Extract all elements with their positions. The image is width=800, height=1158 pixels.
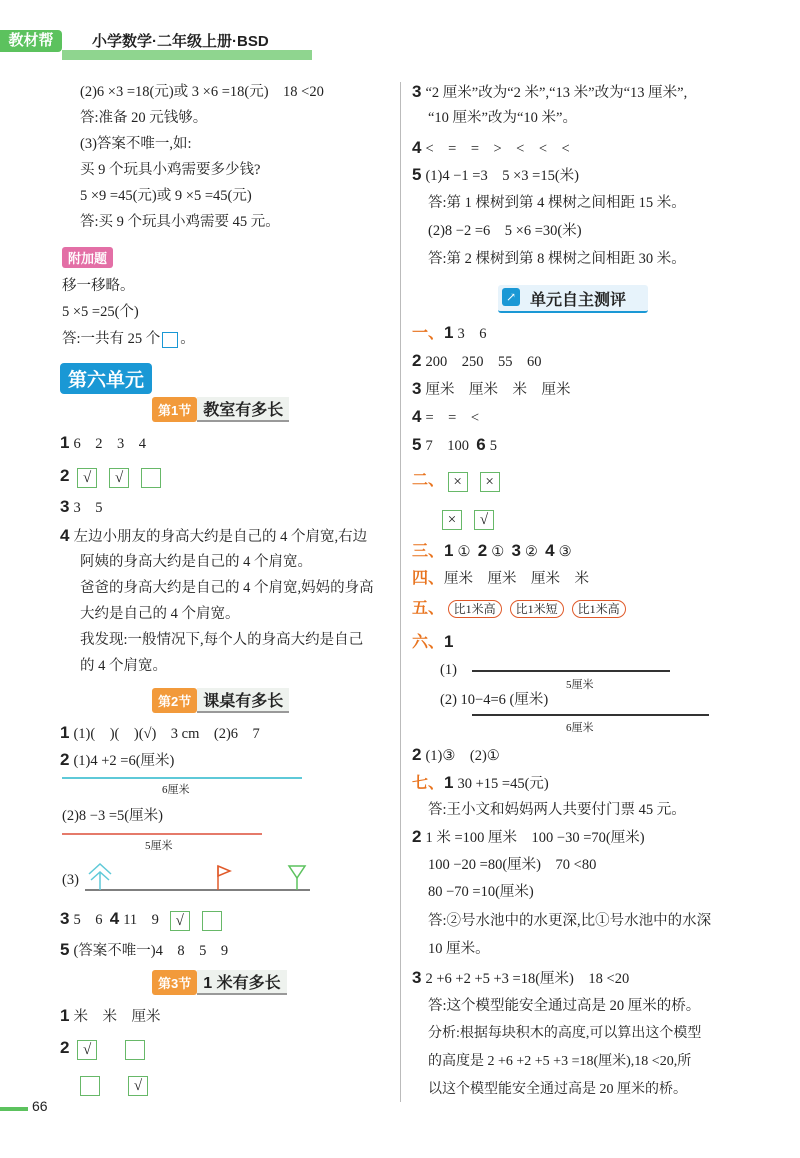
answer-text: ① bbox=[491, 544, 505, 560]
answer-text: 30 +15 =45(元) bbox=[457, 776, 549, 792]
flag-marker-icon bbox=[218, 866, 230, 890]
chart-icon: ↗ bbox=[502, 288, 520, 306]
section-badge: 第1节 bbox=[152, 397, 197, 422]
question-2 bbox=[60, 1036, 157, 1060]
answer-text: “2 厘米”改为“2 米”,“13 米”改为“13 厘米”, bbox=[425, 85, 688, 101]
text-line: 移一移略。 bbox=[62, 278, 135, 294]
question-1 bbox=[60, 723, 260, 744]
question-number: 1 bbox=[444, 632, 454, 651]
text-line: 答:第 1 棵树到第 4 棵树之间相距 15 米。 bbox=[428, 195, 686, 211]
question-4 bbox=[412, 138, 570, 159]
question-number: 1 bbox=[444, 541, 454, 560]
section-title: 教室有多长 bbox=[197, 397, 289, 422]
answer-text: ① bbox=[457, 544, 471, 560]
question-number: 2 bbox=[60, 1038, 70, 1057]
part-3 bbox=[412, 541, 572, 562]
answer-text: < = = > < < < bbox=[425, 141, 570, 157]
answer-text: (1)( )( )(√) 3 cm (2)6 7 bbox=[73, 726, 260, 742]
answer-text: 11 9 bbox=[123, 912, 159, 928]
question-4 bbox=[60, 526, 367, 547]
extra-question-tag: 附加题 bbox=[62, 247, 113, 268]
answer-text: 1 米 =100 厘米 100 −30 =70(厘米) bbox=[425, 830, 645, 846]
answer-text: 5 bbox=[489, 438, 497, 454]
question-number: 6 bbox=[476, 435, 486, 454]
question-number: 3 bbox=[511, 541, 521, 560]
part-4 bbox=[412, 569, 589, 589]
question-number: 3 bbox=[412, 968, 422, 987]
part-number: 二、 bbox=[412, 472, 445, 489]
answer-text: 7 100 bbox=[425, 438, 469, 454]
text-line: 答:这个模型能安全通过高是 20 厘米的桥。 bbox=[428, 998, 701, 1014]
question-number: 5 bbox=[412, 165, 422, 184]
part-number: 六、 bbox=[412, 634, 445, 651]
answer-box: × bbox=[442, 510, 462, 530]
part-7-q3 bbox=[412, 968, 629, 989]
part-7-q1 bbox=[412, 773, 549, 794]
section-title: 1 米有多长 bbox=[197, 970, 286, 995]
analysis-line: 分析:根据每块积木的高度,可以算出这个模型 bbox=[428, 1026, 702, 1041]
answer-oval: 比1米高 bbox=[572, 600, 626, 618]
question-number: 1 bbox=[60, 433, 70, 452]
answer-box bbox=[202, 911, 222, 931]
question-number: 2 bbox=[60, 466, 70, 485]
answer-text: (1)③ (2)① bbox=[425, 748, 500, 764]
question-2 bbox=[60, 750, 174, 771]
question-number: 3 bbox=[412, 379, 422, 398]
marker-diagram bbox=[85, 858, 315, 898]
text-line: 买 9 个玩具小鸡需要多少钱? bbox=[80, 162, 261, 178]
text-line: 答:买 9 个玩具小鸡需要 45 元。 bbox=[80, 214, 280, 230]
text-line: (1) bbox=[440, 662, 457, 678]
question-3 bbox=[412, 82, 687, 103]
page-number: 66 bbox=[32, 1098, 48, 1114]
question-3-4 bbox=[60, 907, 234, 931]
question-5 bbox=[60, 940, 228, 961]
text-line: 答:第 2 棵树到第 8 棵树之间相距 30 米。 bbox=[428, 251, 686, 267]
answer-box: √ bbox=[77, 468, 97, 488]
answer-box bbox=[125, 1040, 145, 1060]
text-line: 10 厘米。 bbox=[428, 941, 490, 957]
line-label: 6厘米 bbox=[162, 784, 190, 796]
answer-text: 米 米 厘米 bbox=[73, 1009, 161, 1025]
answer-text: 3 6 bbox=[457, 326, 487, 342]
question-2-row2 bbox=[80, 1073, 160, 1097]
part-number: 三、 bbox=[412, 543, 445, 560]
text-line: 答:王小文和妈妈两人共要付门票 45 元。 bbox=[428, 802, 686, 818]
measure-line bbox=[62, 833, 262, 835]
question-number: 1 bbox=[444, 773, 454, 792]
answer-box bbox=[80, 1076, 100, 1096]
answer-text: 200 250 55 60 bbox=[425, 354, 542, 370]
part-1-q5-6 bbox=[412, 435, 497, 456]
answer-text: ③ bbox=[558, 544, 572, 560]
answer-oval: 比1米高 bbox=[448, 600, 502, 618]
text-line: (2) 10−4=6 (厘米) bbox=[440, 692, 549, 708]
unit-title: 第六单元 bbox=[60, 363, 152, 394]
question-number: 2 bbox=[412, 745, 422, 764]
answer-text: (1)4 −1 =3 5 ×3 =15(米) bbox=[425, 168, 579, 184]
question-number: 3 bbox=[60, 909, 70, 928]
text-line: (2)6 ×3 =18(元)或 3 ×6 =18(元) 18 <20 bbox=[80, 84, 324, 100]
answer-box: √ bbox=[109, 468, 129, 488]
question-number: 5 bbox=[412, 435, 422, 454]
header-title: 小学数学·二年级上册·BSD bbox=[92, 33, 269, 50]
question-5 bbox=[412, 165, 579, 186]
answer-text: ② bbox=[524, 544, 538, 560]
text-line: 100 −20 =80(厘米) 70 <80 bbox=[428, 857, 597, 873]
question-number: 2 bbox=[412, 827, 422, 846]
part-1-q4 bbox=[412, 407, 479, 428]
header-green-strip bbox=[62, 50, 312, 60]
part-2-row1 bbox=[412, 469, 512, 493]
test-title-banner bbox=[498, 285, 648, 313]
answer-box: √ bbox=[170, 911, 190, 931]
text-line: 爸爸的身高大约是自己的 4 个肩宽,妈妈的身高 bbox=[80, 580, 374, 596]
part-number: 五、 bbox=[412, 600, 445, 617]
section-title: 课桌有多长 bbox=[197, 688, 289, 713]
answer-box: √ bbox=[474, 510, 494, 530]
question-number: 2 bbox=[60, 750, 70, 769]
answer-text: (1)4 +2 =6(厘米) bbox=[73, 753, 175, 769]
section-badge: 第3节 bbox=[152, 970, 197, 995]
text-line: (2)8 −2 =6 5 ×6 =30(米) bbox=[428, 223, 582, 239]
part-1-q3 bbox=[412, 379, 570, 400]
answer-text: 左边小朋友的身高大约是自己的 4 个肩宽,右边 bbox=[73, 529, 368, 545]
text-line: (3)答案不唯一,如: bbox=[80, 136, 192, 152]
question-number: 2 bbox=[412, 351, 422, 370]
part-number: 七、 bbox=[412, 775, 445, 792]
question-1 bbox=[60, 1006, 160, 1027]
question-number: 4 bbox=[109, 909, 120, 928]
question-number: 4 bbox=[412, 407, 422, 426]
section-1-header bbox=[152, 397, 289, 423]
question-number: 1 bbox=[444, 323, 454, 342]
answer-text: 2 +6 +2 +5 +3 =18(厘米) 18 <20 bbox=[425, 971, 630, 987]
line-label: 6厘米 bbox=[566, 722, 594, 734]
triangle-marker-icon bbox=[289, 866, 305, 890]
part-6 bbox=[412, 632, 457, 653]
question-1 bbox=[60, 433, 146, 454]
text-line bbox=[62, 329, 195, 349]
part-1-q1 bbox=[412, 323, 486, 344]
text-line: 答:②号水池中的水更深,比①号水池中的水深 bbox=[428, 913, 712, 929]
header-logo: 教材帮 bbox=[0, 30, 62, 52]
question-number: 1 bbox=[60, 1006, 70, 1025]
part-2-row2 bbox=[442, 507, 506, 531]
text-line: 5 ×5 =25(个) bbox=[62, 304, 139, 320]
text-line: “10 厘米”改为“10 米”。 bbox=[428, 110, 577, 126]
answer-box: √ bbox=[77, 1040, 97, 1060]
test-title: 单元自主测评 bbox=[530, 292, 627, 309]
part-5 bbox=[412, 599, 634, 619]
text-line: 答:准备 20 元钱够。 bbox=[80, 110, 208, 126]
answer-box: × bbox=[480, 472, 500, 492]
page-number-bar bbox=[0, 1107, 28, 1111]
text-line: 阿姨的身高大约是自己的 4 个肩宽。 bbox=[80, 554, 312, 570]
text-line: 大约是自己的 4 个肩宽。 bbox=[80, 606, 240, 622]
part-6-q2 bbox=[412, 745, 500, 766]
section-badge: 第2节 bbox=[152, 688, 197, 713]
question-number: 4 bbox=[412, 138, 422, 157]
question-number: 2 bbox=[477, 541, 488, 560]
question-number: 3 bbox=[412, 82, 422, 101]
part-7-q2 bbox=[412, 827, 645, 848]
column-divider bbox=[400, 82, 401, 1102]
answer-text: = = < bbox=[425, 410, 480, 426]
answer-text: 3 5 bbox=[73, 500, 103, 516]
part-1-q2 bbox=[412, 351, 541, 372]
text-line: (3) bbox=[62, 872, 79, 888]
answer-text: (答案不唯一)4 8 5 9 bbox=[73, 943, 229, 959]
analysis-line: 以这个模型能安全通过高是 20 厘米的桥。 bbox=[428, 1082, 687, 1097]
answer-text: 5 6 bbox=[73, 912, 103, 928]
question-number: 5 bbox=[60, 940, 70, 959]
measure-line bbox=[472, 670, 670, 672]
part-number: 四、 bbox=[412, 570, 445, 587]
header-bar bbox=[0, 28, 420, 68]
answer-text: 答:一共有 25 个 bbox=[62, 331, 161, 347]
line-label: 5厘米 bbox=[566, 679, 594, 691]
text-line: 的 4 个肩宽。 bbox=[80, 658, 167, 674]
section-2-header bbox=[152, 688, 289, 714]
answer-text: 厘米 厘米 厘米 米 bbox=[444, 571, 590, 587]
question-number: 3 bbox=[60, 497, 70, 516]
answer-box bbox=[141, 468, 161, 488]
answer-box: × bbox=[448, 472, 468, 492]
question-3 bbox=[60, 497, 102, 518]
text-line: (2)8 −3 =5(厘米) bbox=[62, 808, 163, 824]
part-number: 一、 bbox=[412, 325, 445, 342]
tree-marker-icon bbox=[89, 864, 111, 890]
measure-line bbox=[472, 714, 709, 716]
question-number: 1 bbox=[60, 723, 70, 742]
answer-oval: 比1米短 bbox=[510, 600, 564, 618]
question-number: 4 bbox=[545, 541, 555, 560]
line-label: 5厘米 bbox=[145, 840, 173, 852]
question-number: 4 bbox=[60, 526, 70, 545]
answer-text: 厘米 厘米 米 厘米 bbox=[425, 382, 571, 398]
question-2 bbox=[60, 464, 173, 488]
text-line: 我发现:一般情况下,每个人的身高大约是自己 bbox=[80, 632, 364, 648]
analysis-line: 的高度是 2 +6 +2 +5 +3 =18(厘米),18 <20,所 bbox=[428, 1054, 692, 1069]
answer-text: 6 2 3 4 bbox=[73, 436, 146, 452]
text-line: 80 −70 =10(厘米) bbox=[428, 884, 534, 900]
answer-box: √ bbox=[128, 1076, 148, 1096]
measure-line bbox=[62, 777, 302, 779]
text-line: 5 ×9 =45(元)或 9 ×5 =45(元) bbox=[80, 188, 252, 204]
answer-text-end: 。 bbox=[180, 331, 195, 347]
square-shape bbox=[162, 332, 178, 348]
section-3-header bbox=[152, 970, 287, 996]
